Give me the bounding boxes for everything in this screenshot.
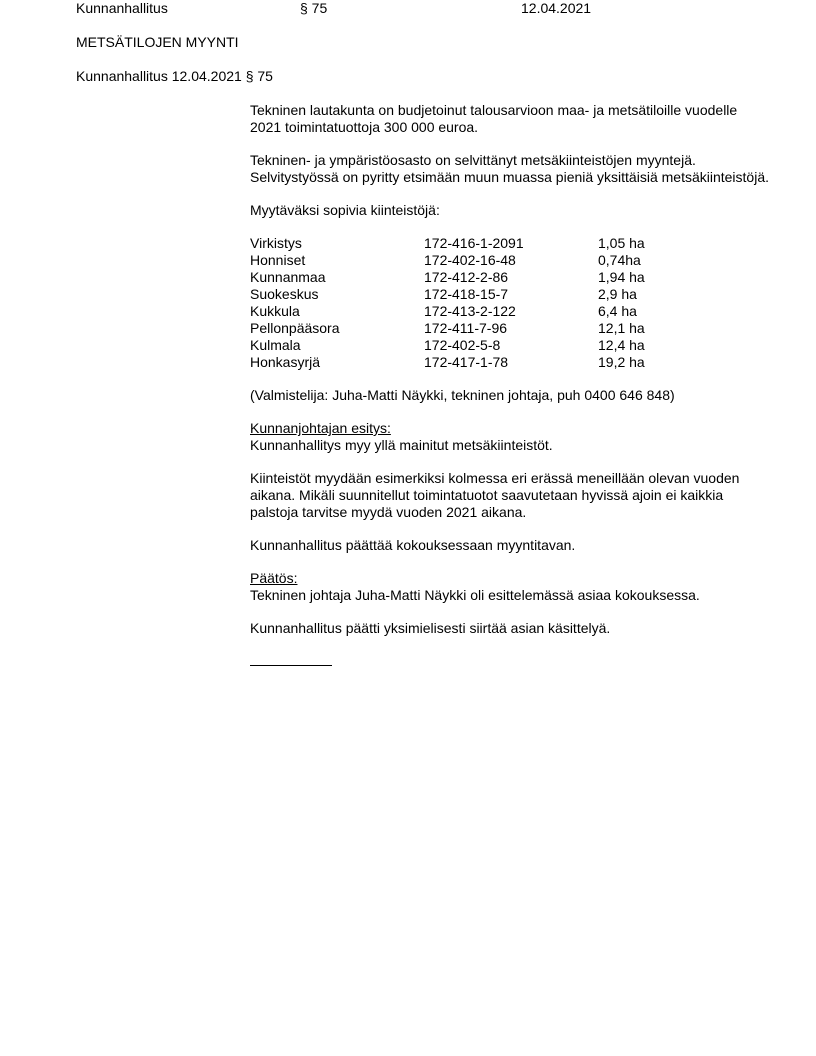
property-code: 172-412-2-86: [424, 269, 509, 285]
property-area: 0,74ha: [598, 252, 641, 268]
table-row: [250, 286, 645, 303]
property-name: Kulmala: [250, 337, 301, 353]
meeting-reference: Kunnanhallitus 12.04.2021 § 75: [76, 68, 273, 84]
header-date: 12.04.2021: [521, 0, 592, 16]
property-name: Pellonpääsora: [250, 320, 340, 336]
property-name: Kunnanmaa: [250, 269, 326, 285]
table-row: [250, 354, 645, 371]
table-row: [250, 269, 645, 286]
property-code: 172-413-2-122: [424, 303, 516, 319]
preparer-note: (Valmistelija: Juha-Matti Näykki, tekninen johtaja, puh 0400 646 848): [250, 387, 675, 403]
proposal-text: Kunnanhallitys myy yllä mainitut metsäkiinteistöt.: [250, 437, 553, 453]
document-title: METSÄTILOJEN MYYNTI: [76, 34, 239, 50]
property-name: Honniset: [250, 252, 306, 268]
property-area: 12,4 ha: [598, 337, 645, 353]
property-area: 19,2 ha: [598, 354, 645, 370]
property-code: 172-402-5-8: [424, 337, 501, 353]
paragraph-budget: Tekninen lautakunta on budjetoinut talousarvioon maa- ja metsätiloille vuodelle 2021 toimintatuottoja 300 000 euroa.: [250, 102, 738, 135]
property-code: 172-417-1-78: [424, 354, 509, 370]
table-row: [250, 303, 645, 320]
property-name: Virkistys: [250, 235, 302, 251]
decision-outcome: Kunnanhallitus päätti yksimielisesti siirtää asian käsittelyä.: [250, 620, 611, 636]
property-name: Kukkula: [250, 303, 300, 319]
separator-rule: [250, 655, 332, 666]
table-row: [250, 337, 645, 354]
property-code: 172-416-1-2091: [424, 235, 524, 251]
header-section: § 75: [300, 0, 328, 16]
proposal-sale-method: Kunnanhallitus päättää kokouksessaan myyntitavan.: [250, 537, 576, 553]
paragraph-list-intro: Myytäväksi sopivia kiinteistöjä:: [250, 202, 440, 218]
signature-line: [250, 653, 770, 670]
property-table: [250, 235, 645, 371]
proposal-heading: Kunnanjohtajan esitys:: [250, 420, 391, 436]
document-body: [250, 102, 770, 670]
property-code: 172-411-7-96: [424, 320, 508, 336]
property-name: Honkasyrjä: [250, 354, 321, 370]
property-code: 172-418-15-7: [424, 286, 509, 302]
proposal-sale-details: Kiinteistöt myydään esimerkiksi kolmessa eri erässä meneillään olevan vuoden aikana. Mikäli suunnitellut toimintatuotot saavutetaan hyvissä ajoin ei kaikkia palstoja tarvitse myydä vuoden 2021 aikana.: [250, 470, 740, 520]
decision-text: Tekninen johtaja Juha-Matti Näykki oli esittelemässä asiaa kokouksessa.: [250, 587, 700, 603]
table-row: [250, 235, 645, 252]
property-name: Suokeskus: [250, 286, 319, 302]
property-area: 12,1 ha: [598, 320, 645, 336]
table-row: [250, 320, 645, 337]
property-area: 2,9 ha: [598, 286, 637, 302]
header-organ: Kunnanhallitus: [76, 0, 168, 16]
property-area: 6,4 ha: [598, 303, 637, 319]
property-area: 1,05 ha: [598, 235, 645, 251]
decision-section: [250, 570, 770, 604]
decision-heading: Päätös:: [250, 570, 298, 586]
paragraph-survey: Tekninen- ja ympäristöosasto on selvittänyt metsäkiinteistöjen myyntejä. Selvitystyössä on pyritty etsimään muun muassa pieniä yksittäisiä metsäkiinteistöjä.: [250, 152, 769, 185]
proposal-section: [250, 420, 770, 454]
property-area: 1,94 ha: [598, 269, 645, 285]
table-row: [250, 252, 645, 269]
property-code: 172-402-16-48: [424, 252, 516, 268]
